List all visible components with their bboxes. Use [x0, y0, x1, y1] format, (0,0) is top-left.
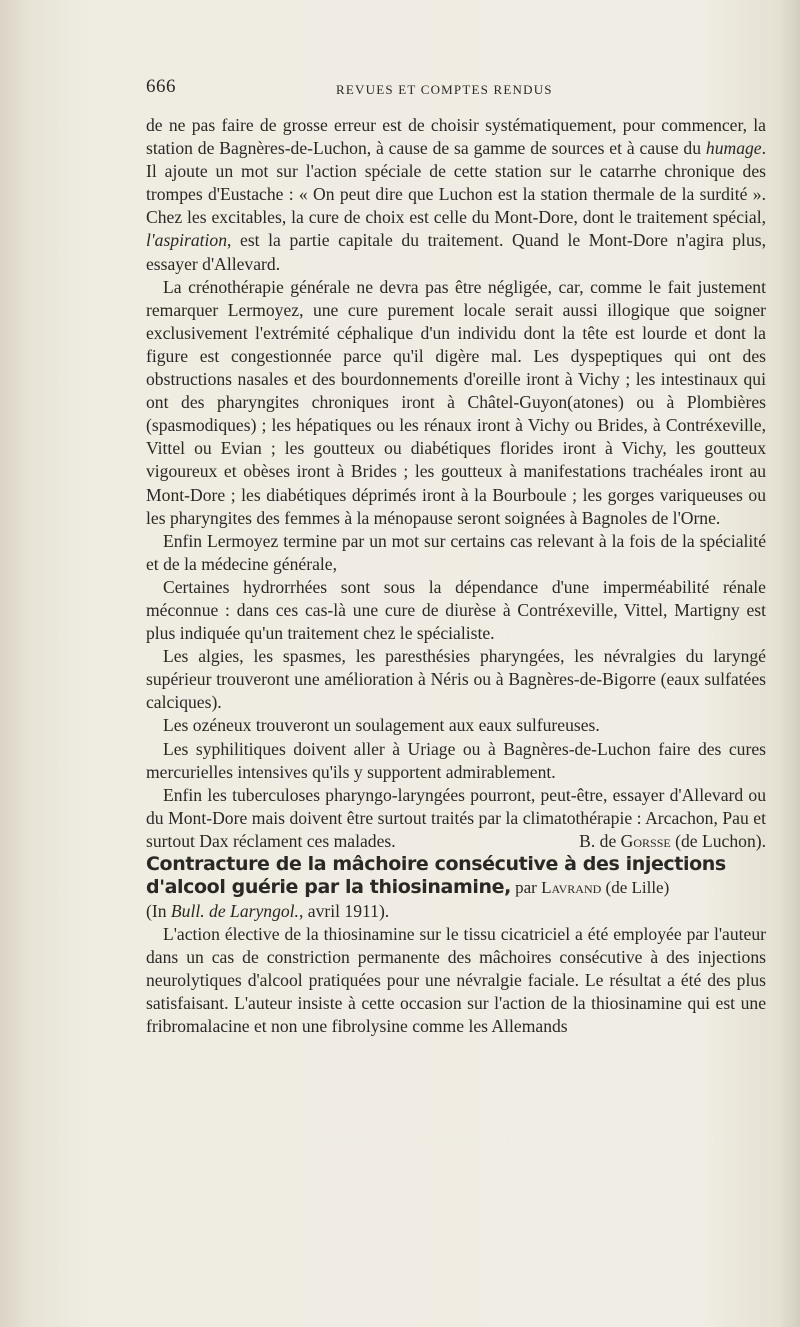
emphasis-aspiration: l'aspiration: [146, 230, 227, 251]
paragraph-ozeneux: Les ozéneux trouveront un soulagement aux eaux sulfureuses.: [163, 715, 600, 736]
article-title-line2: d'alcool guérie par la thiosinamine,: [146, 876, 511, 898]
author-signature: [562, 830, 766, 853]
paragraph-lermoyez: Enfin Lermoyez termine par un mot sur certains cas relevant à la fois de la spécialité et de la médecine générale,: [146, 530, 766, 574]
signature-prefix: B. de: [579, 830, 621, 851]
paragraph-text: . Il ajoute un mot sur l'action spéciale de cette station sur le catarrhe chronique des trompes d'Eustache : « On peut dire que Luchon est la station thermale de la surdité ». Chez les excitables, la cure de choix est celle du Mont-Dore, dont le traitement spécial,: [146, 138, 766, 228]
paragraph-text: , est la partie capitale du traitement. Quand le Mont-Dore n'agira plus, essayer d'Allevard.: [146, 230, 766, 274]
paragraph-thiosinamine: L'action élective de la thiosinamine sur le tissu cicatriciel a été employée par l'auteur dans un cas de constriction permanente des mâchoires consécutive à des injections neurolytiques d'alcool pratiquées pour une névralgie faciale. Le résultat a été des plus satisfaisant. L'auteur insiste à cette occasion sur l'action de la thiosinamine qui est une fribromalacine et non une fibrolysine comme les Allemands: [146, 924, 766, 1037]
running-title: REVUES ET COMPTES RENDUS: [336, 82, 553, 97]
article-author: [511, 878, 669, 897]
paragraph-crenotherapie: La crénothérapie générale ne devra pas être négligée, car, comme le fait justement remarquer Lermoyez, une cure purement locale serait aussi illogique que soigner exclusivement l'extrémité céphalique d'un individu dont la tête est lourde et dont la figure est congestionnée parce qu'il digère mal. Les dyspeptiques qui ont des obstructions nasales et des bourdonnements d'oreille iront à Vichy ; les intestinaux qui ont des pharyngites chroniques iront à Châtel-Guyon(atones) ou à Plombières (spasmodiques) ; les hépatiques ou les rénaux iront à Vichy ou Brides, à Contréxeville, Vittel ou Evian ; les goutteux ou diabétiques florides iront à Vichy, les goutteux vigoureux et obèses iront à Brides ; les goutteux à manifestations trachéales iront au Mont-Dore ; les diabétiques déprimés iront à la Bourboule ; les gorges variqueuses ou les pharyngites des femmes à la ménopause seront soignées à Bagnoles de l'Orne.: [146, 276, 766, 528]
page-number: 666: [146, 76, 176, 97]
paragraph-text: de ne pas faire de grosse erreur est de choisir systématiquement, pour commencer, la station de Bagnères-de-Luchon, à cause de sa gamme de sources et à cause du: [146, 115, 766, 159]
paragraph-algies: Les algies, les spasmes, les paresthésies pharyngées, les névralgies du laryngé supérieur trouveront une amélioration à Néris ou à Bagnères-de-Bigorre (eaux sulfatées calciques).: [146, 646, 766, 713]
paragraph-text: Enfin les tuberculoses pharyngo-laryngées pourront, peut-être, essayer d'Allevard ou du Mont-Dore mais doivent être surtout traités par la climatothérapie : Arcachon, Pau et surtout Dax réclament ces malades.: [146, 784, 766, 851]
article-reference: [146, 899, 766, 923]
page-header: [146, 76, 780, 100]
paragraph-syphilitiques: Les syphilitiques doivent aller à Uriage ou à Bagnères-de-Luchon faire des cures mercurielles intensives qu'ils y supportent admirablement.: [146, 738, 766, 782]
article-title-continued: [146, 876, 766, 899]
reference-journal: Bull. de Laryngol.: [170, 901, 299, 921]
article-body: [146, 114, 766, 1038]
reference-prefix: (In: [146, 901, 171, 921]
signature-suffix: (de Luchon).: [670, 830, 766, 851]
signature-name: Gorsse: [620, 830, 671, 851]
author-name: Lavrand: [541, 878, 602, 897]
author-prefix: par: [510, 878, 542, 897]
emphasis-humage: humage: [705, 138, 762, 159]
paragraph-luchon: [146, 114, 766, 276]
paragraph-hydrorrhees: Certaines hydrorrhées sont sous la dépendance d'une imperméabilité rénale méconnue : dans ces cas-là une cure de diurèse à Contréxeville, Vittel, Martigny est plus indiquée qu'un traitement chez le spécialiste.: [146, 576, 766, 644]
paragraph-tuberculoses: [146, 784, 766, 853]
reference-date: , avril 1911).: [298, 901, 390, 921]
author-suffix: (de Lille): [601, 878, 670, 897]
article-title: Contracture de la mâchoire consécutive à des injections: [146, 853, 726, 875]
